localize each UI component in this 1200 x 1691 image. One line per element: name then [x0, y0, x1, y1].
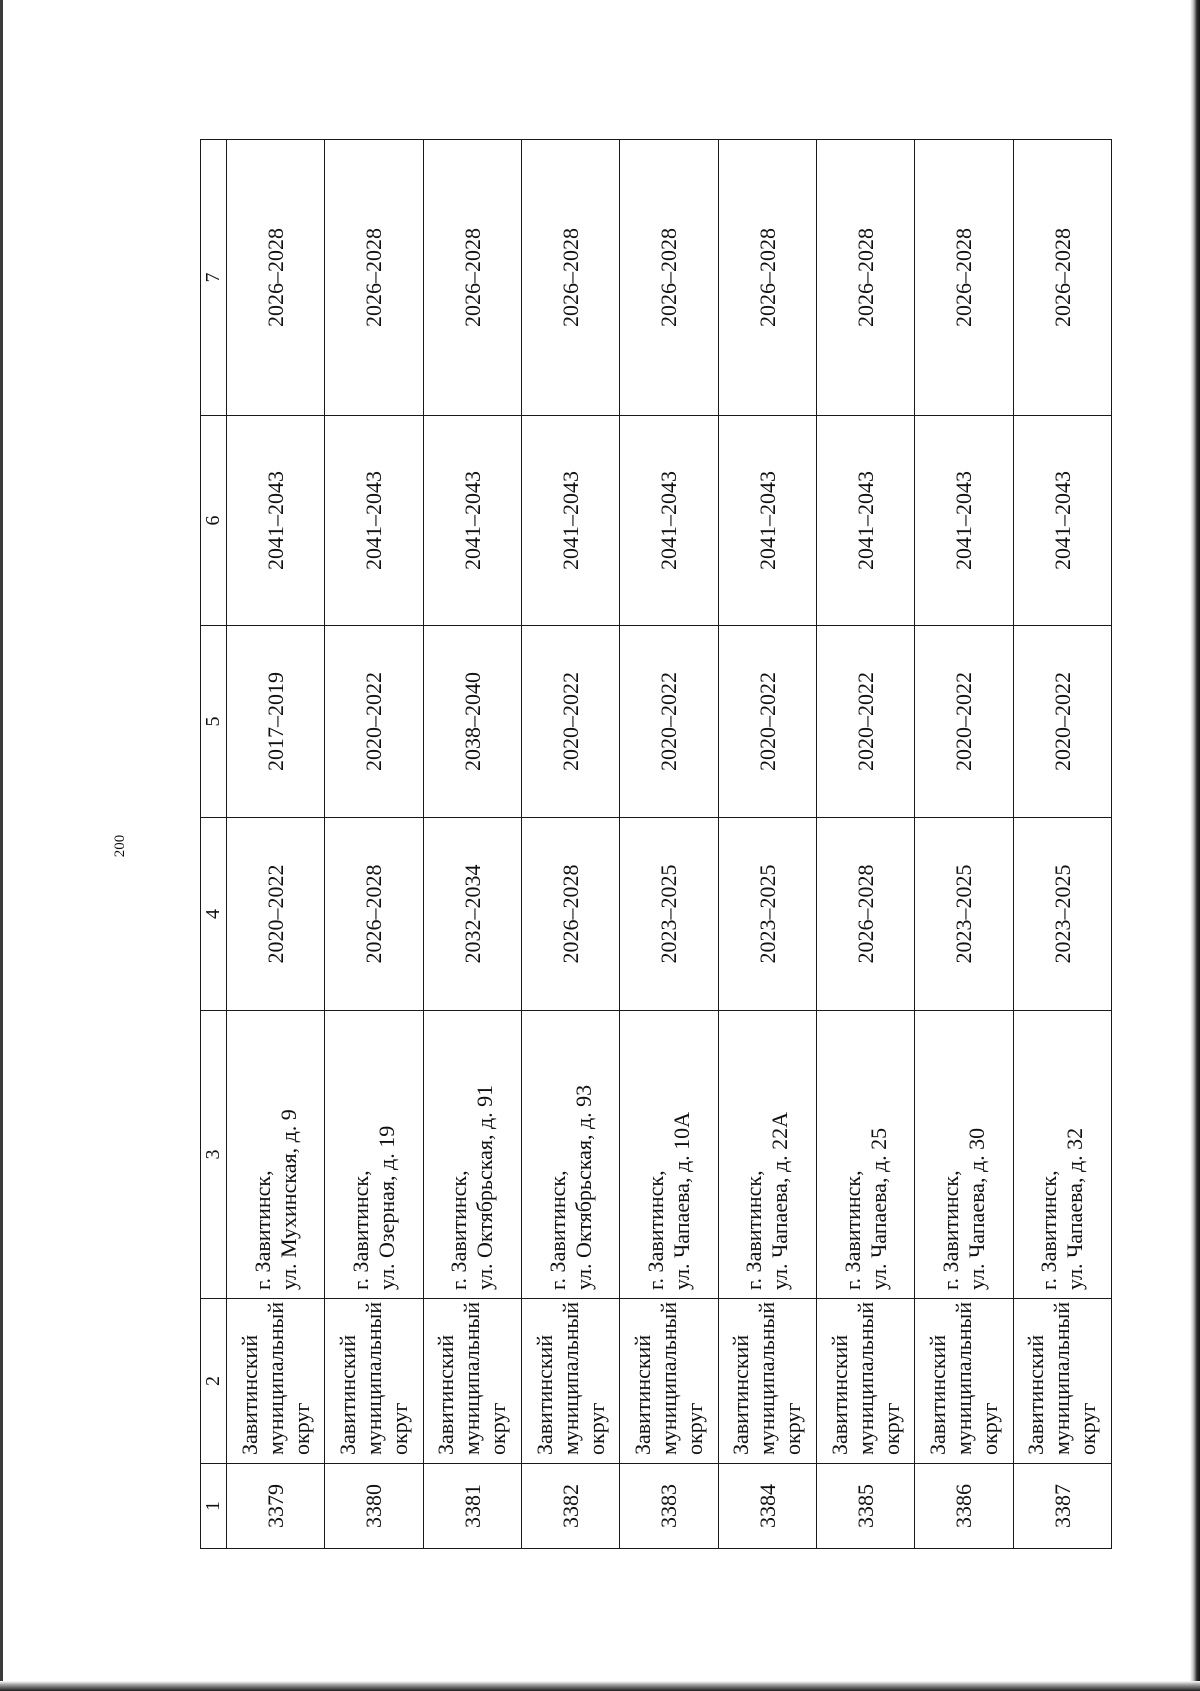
period-cell: 2020–2022: [521, 626, 619, 818]
address-cell: [1013, 1011, 1111, 1299]
table-row: [423, 140, 521, 1549]
district-cell: [915, 1299, 1013, 1464]
period-cell: 2041–2043: [227, 416, 325, 626]
district-line: округ: [1075, 1402, 1101, 1455]
address-line: ул. Чапаева, д. 22А: [767, 1111, 793, 1290]
address-cell: [521, 1011, 619, 1299]
address-line: г. Завитинск,: [839, 1170, 865, 1290]
district-cell: [718, 1299, 816, 1464]
district-cell: [423, 1299, 521, 1464]
period-cell: 2020–2022: [718, 626, 816, 818]
period-cell: 2032–2034: [423, 818, 521, 1011]
address-line: г. Завитинск,: [249, 1170, 275, 1290]
period-cell: 2026–2028: [325, 140, 423, 416]
district-line: муниципальный: [262, 1301, 288, 1455]
address-line: г. Завитинск,: [642, 1170, 668, 1290]
period-cell: 2041–2043: [325, 416, 423, 626]
object-id-cell: 3384: [718, 1464, 816, 1549]
period-cell: 2041–2043: [1013, 416, 1111, 626]
rotated-table-frame: [200, 140, 1112, 1549]
period-cell: 2023–2025: [718, 818, 816, 1011]
address-line: г. Завитинск,: [937, 1170, 963, 1290]
district-cell: [816, 1299, 914, 1464]
district-line: округ: [583, 1402, 609, 1455]
address-line: ул. Октябрьская, д. 93: [570, 1084, 596, 1290]
period-cell: 2017–2019: [227, 626, 325, 818]
address-line: г. Завитинск,: [347, 1170, 373, 1290]
address-line: ул. Озерная, д. 19: [373, 1125, 399, 1290]
period-cell: 2026–2028: [423, 140, 521, 416]
period-cell: 2041–2043: [718, 416, 816, 626]
district-line: округ: [386, 1402, 412, 1455]
district-line: округ: [878, 1402, 904, 1455]
district-line: Завитинский: [531, 1334, 557, 1455]
address-line: г. Завитинск,: [1036, 1170, 1062, 1290]
address-cell: [620, 1011, 718, 1299]
address-cell: [423, 1011, 521, 1299]
address-line: г. Завитинск,: [544, 1170, 570, 1290]
district-line: округ: [681, 1402, 707, 1455]
district-line: муниципальный: [655, 1301, 681, 1455]
period-cell: 2041–2043: [521, 416, 619, 626]
district-cell: [1013, 1299, 1111, 1464]
district-cell: [325, 1299, 423, 1464]
district-line: округ: [288, 1402, 314, 1455]
district-line: округ: [485, 1402, 511, 1455]
district-line: Завитинский: [924, 1334, 950, 1455]
column-number-row: [201, 140, 227, 1549]
object-id-cell: 3379: [227, 1464, 325, 1549]
object-id-cell: 3380: [325, 1464, 423, 1549]
district-line: округ: [780, 1402, 806, 1455]
address-cell: [915, 1011, 1013, 1299]
object-id-cell: 3381: [423, 1464, 521, 1549]
table-row: [816, 140, 914, 1549]
period-cell: 2020–2022: [816, 626, 914, 818]
address-line: ул. Чапаева, д. 10А: [668, 1111, 694, 1290]
table-row: [325, 140, 423, 1549]
period-cell: 2023–2025: [620, 818, 718, 1011]
district-cell: [227, 1299, 325, 1464]
table-row: [915, 140, 1013, 1549]
column-header: 2: [201, 1299, 227, 1464]
district-line: муниципальный: [557, 1301, 583, 1455]
district-line: муниципальный: [754, 1301, 780, 1455]
period-cell: 2026–2028: [325, 818, 423, 1011]
district-line: Завитинский: [826, 1334, 852, 1455]
object-id-cell: 3382: [521, 1464, 619, 1549]
period-cell: 2026–2028: [620, 140, 718, 416]
district-line: Завитинский: [728, 1334, 754, 1455]
period-cell: 2023–2025: [1013, 818, 1111, 1011]
period-cell: 2020–2022: [227, 818, 325, 1011]
district-cell: [620, 1299, 718, 1464]
period-cell: 2041–2043: [816, 416, 914, 626]
table-row: [718, 140, 816, 1549]
table-row: [227, 140, 325, 1549]
register-table-area: [200, 140, 1112, 1549]
page-number: 200: [112, 834, 128, 858]
period-cell: 2026–2028: [718, 140, 816, 416]
period-cell: 2041–2043: [620, 416, 718, 626]
address-line: ул. Чапаева, д. 32: [1062, 1127, 1088, 1290]
district-line: Завитинский: [433, 1334, 459, 1455]
period-cell: 2026–2028: [816, 818, 914, 1011]
period-cell: 2041–2043: [915, 416, 1013, 626]
address-cell: [227, 1011, 325, 1299]
address-line: ул. Чапаева, д. 25: [865, 1127, 891, 1290]
object-id-cell: 3385: [816, 1464, 914, 1549]
address-cell: [816, 1011, 914, 1299]
table-row: [620, 140, 718, 1549]
period-cell: 2026–2028: [816, 140, 914, 416]
address-line: ул. Чапаева, д. 30: [963, 1127, 989, 1290]
column-header: 7: [201, 140, 227, 416]
address-line: г. Завитинск,: [446, 1170, 472, 1290]
district-line: Завитинский: [334, 1334, 360, 1455]
district-line: Завитинский: [1023, 1334, 1049, 1455]
address-line: ул. Мухинская, д. 9: [275, 1109, 301, 1290]
scan-edge-left: [0, 0, 3, 1691]
address-cell: [325, 1011, 423, 1299]
table-row: [1013, 140, 1111, 1549]
period-cell: 2020–2022: [1013, 626, 1111, 818]
address-line: ул. Октябрьская, д. 91: [472, 1084, 498, 1290]
district-line: муниципальный: [459, 1301, 485, 1455]
district-line: муниципальный: [852, 1301, 878, 1455]
address-cell: [718, 1011, 816, 1299]
period-cell: 2026–2028: [1013, 140, 1111, 416]
object-id-cell: 3387: [1013, 1464, 1111, 1549]
district-line: округ: [976, 1402, 1002, 1455]
column-header: 1: [201, 1464, 227, 1549]
period-cell: 2026–2028: [915, 140, 1013, 416]
period-cell: 2041–2043: [423, 416, 521, 626]
period-cell: 2020–2022: [325, 626, 423, 818]
column-header: 4: [201, 818, 227, 1011]
object-id-cell: 3383: [620, 1464, 718, 1549]
register-table: [200, 139, 1112, 1549]
table-row: [521, 140, 619, 1549]
scan-edge-bottom: [0, 1681, 1200, 1691]
period-cell: 2023–2025: [915, 818, 1013, 1011]
object-id-cell: 3386: [915, 1464, 1013, 1549]
scan-edge-right: [1190, 0, 1200, 1691]
column-header: 5: [201, 626, 227, 818]
district-cell: [521, 1299, 619, 1464]
period-cell: 2038–2040: [423, 626, 521, 818]
period-cell: 2026–2028: [521, 140, 619, 416]
period-cell: 2026–2028: [227, 140, 325, 416]
period-cell: 2026–2028: [521, 818, 619, 1011]
column-header: 6: [201, 416, 227, 626]
period-cell: 2020–2022: [915, 626, 1013, 818]
district-line: Завитинский: [629, 1334, 655, 1455]
district-line: муниципальный: [950, 1301, 976, 1455]
district-line: муниципальный: [1049, 1301, 1075, 1455]
column-header: 3: [201, 1011, 227, 1299]
district-line: Завитинский: [236, 1334, 262, 1455]
table-body: [227, 140, 1112, 1549]
period-cell: 2020–2022: [620, 626, 718, 818]
address-line: г. Завитинск,: [741, 1170, 767, 1290]
district-line: муниципальный: [360, 1301, 386, 1455]
